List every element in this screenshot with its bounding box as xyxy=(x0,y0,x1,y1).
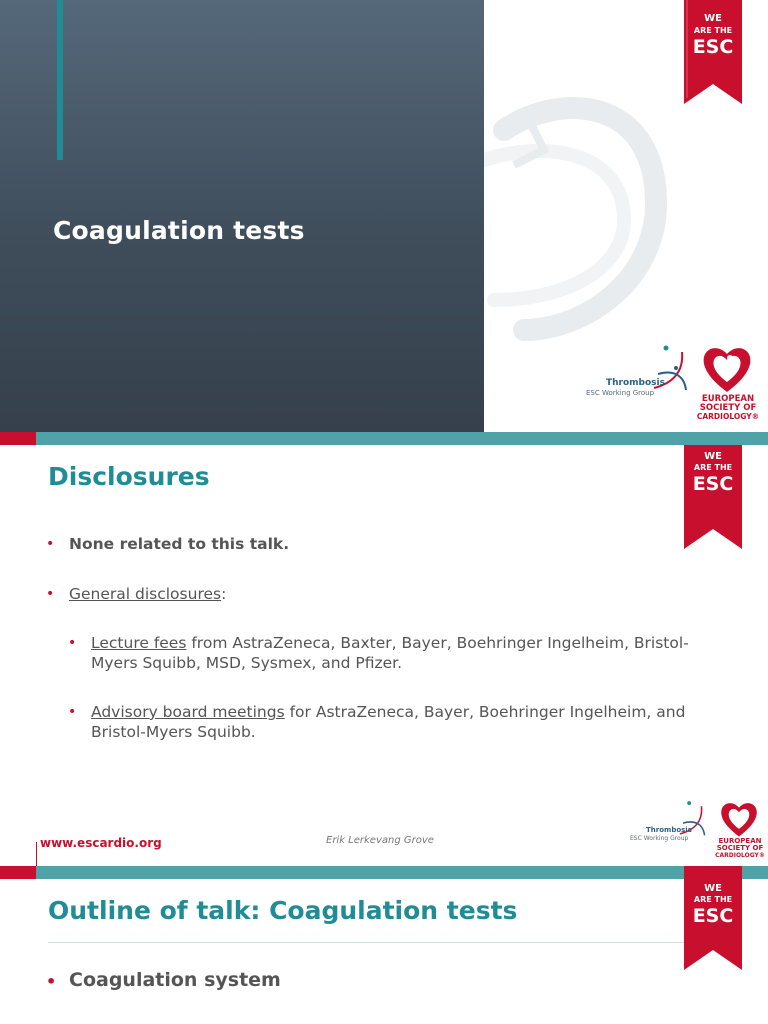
heart-watermark-icon xyxy=(484,80,674,360)
disclosures-slide xyxy=(0,432,768,866)
list-item: • None related to this talk. xyxy=(46,535,290,553)
thrombosis-logo-icon xyxy=(676,800,710,840)
ribbon-text-we: WE xyxy=(704,883,722,894)
accent-bar xyxy=(57,0,63,160)
ribbon-text-are-the: ARE THE xyxy=(693,26,733,35)
title-divider xyxy=(48,942,703,943)
thrombosis-logo-subtext: ESC Working Group xyxy=(586,389,655,397)
header-bar xyxy=(0,432,768,445)
footer-author: Erik Lerkevang Grove xyxy=(326,835,434,846)
footer-website-link[interactable]: www.escardio.org xyxy=(40,836,162,850)
outline-list xyxy=(46,968,281,992)
thrombosis-logo-icon xyxy=(650,344,692,396)
thrombosis-logo-subtext: ESC Working Group xyxy=(630,835,689,842)
list-item: • General disclosures: xyxy=(46,585,227,603)
thrombosis-logo-text: Thrombosis xyxy=(646,826,692,834)
thrombosis-logo-text: Thrombosis xyxy=(606,378,665,388)
title-slide xyxy=(0,0,768,432)
ribbon-text-are-the: ARE THE xyxy=(693,463,733,472)
list-item: • Advisory board meetings for AstraZeneca, Bayer, Boehringer Ingelheim, and Bristol-Myers Squibb. xyxy=(68,703,686,741)
slide-title: Disclosures xyxy=(48,462,210,491)
ribbon-text-esc: ESC xyxy=(692,36,734,58)
esc-logo-text: EUROPEAN SOCIETY OF CARDIOLOGY® xyxy=(696,394,760,421)
ribbon-text-we: WE xyxy=(704,13,722,24)
outline-slide xyxy=(0,866,768,1024)
slide-title: Outline of talk: Coagulation tests xyxy=(48,896,518,925)
esc-heart-logo-icon xyxy=(700,344,754,394)
ribbon-text-are-the: ARE THE xyxy=(693,895,733,904)
ribbon-text-esc: ESC xyxy=(692,905,734,927)
esc-heart-logo-icon xyxy=(718,800,760,838)
ribbon-text-esc: ESC xyxy=(692,473,734,495)
ribbon-text-we: WE xyxy=(704,451,722,462)
footer-divider xyxy=(36,842,37,866)
slide-title: Coagulation tests xyxy=(53,216,305,245)
list-item: • Lecture fees from AstraZeneca, Baxter, Bayer, Boehringer Ingelheim, Bristol-Myers Squibb, MSD, Sysmex, and Pfizer. xyxy=(68,634,689,672)
esc-logo-text: EUROPEAN SOCIETY OF CARDIOLOGY® xyxy=(715,837,765,859)
header-bar xyxy=(0,866,768,879)
disclosure-list xyxy=(46,534,726,742)
list-item: • Coagulation system xyxy=(46,969,281,991)
